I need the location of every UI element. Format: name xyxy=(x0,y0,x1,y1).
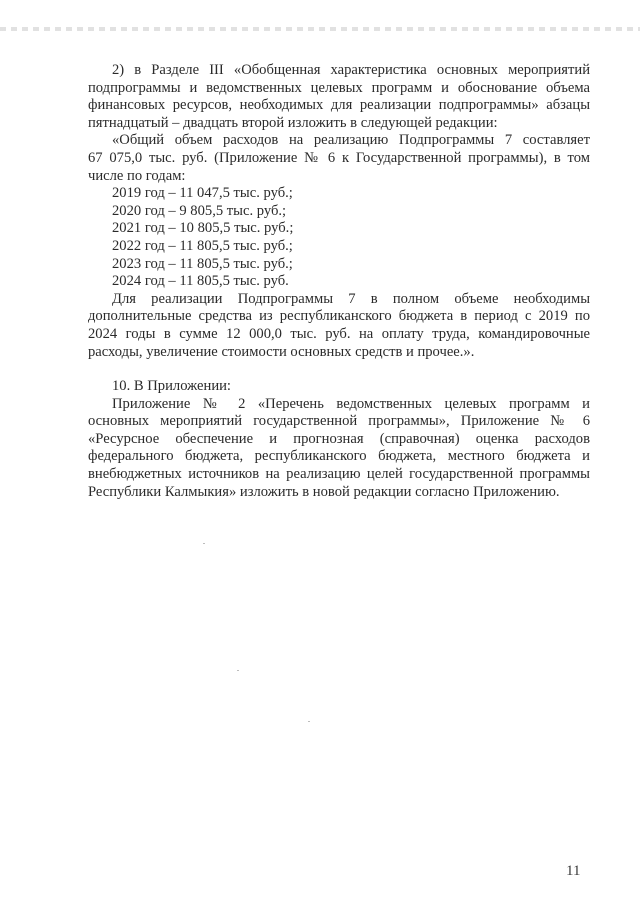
section-10-line-1: Приложение № 2 «Перечень ведомственных целевых программ и xyxy=(112,395,590,412)
funding-line-2: дополнительные средства из республиканского бюджета в период с 2019 по xyxy=(88,308,590,325)
years-list xyxy=(112,185,590,291)
section-2-line-1: 2) в Разделе III «Обобщенная характеристика основных мероприятий xyxy=(112,62,590,78)
section-10-line-4: федерального бюджета, республиканского бюджета, местного бюджета и xyxy=(88,448,590,465)
funding-line-4: расходы, увеличение стоимости основных средств и прочее.». xyxy=(88,343,475,360)
year-item: 2023 год – 11 805,5 тыс. руб.; xyxy=(112,255,293,272)
funding-line-1: Для реализации Подпрограммы 7 в полном объеме необходимы xyxy=(112,290,590,307)
year-item: 2020 год – 9 805,5 тыс. руб.; xyxy=(112,202,287,219)
document-body xyxy=(88,62,590,501)
scan-speck xyxy=(203,543,205,544)
quote-line-2: 67 075,0 тыс. руб. (Приложение № 6 к Государственной программы), в том xyxy=(88,149,590,166)
section-2-line-2: подпрограммы и ведомственных целевых программ и обоснование объема xyxy=(88,79,590,96)
section-10-line-5: внебюджетных источников на реализацию целей государственной программы xyxy=(88,466,590,483)
section-2-line-3: финансовых ресурсов, необходимых для реализации подпрограммы» абзацы xyxy=(88,97,590,114)
scan-speck xyxy=(237,670,239,671)
section-10-line-2: основных мероприятий государственной программы», Приложение № 6 xyxy=(88,413,590,430)
section-2-line-4: пятнадцатый – двадцать второй изложить в следующей редакции: xyxy=(88,114,498,131)
year-item: 2022 год – 11 805,5 тыс. руб.; xyxy=(112,237,293,254)
scan-header-artifact xyxy=(0,27,640,31)
quote-line-3: числе по годам: xyxy=(88,167,186,184)
quote-line-1: «Общий объем расходов на реализацию Подпрограммы 7 составляет xyxy=(112,132,590,149)
section-10-heading: 10. В Приложении: xyxy=(112,378,231,395)
year-item: 2024 год – 11 805,5 тыс. руб. xyxy=(112,273,289,290)
year-item: 2019 год – 11 047,5 тыс. руб.; xyxy=(112,185,293,202)
funding-line-3: 2024 годы в сумме 12 000,0 тыс. руб. на оплату труда, командировочные xyxy=(88,325,590,342)
section-10-line-6: Республики Калмыкия» изложить в новой редакции согласно Приложению. xyxy=(88,483,560,500)
page-number: 11 xyxy=(566,863,581,879)
year-item: 2021 год – 10 805,5 тыс. руб.; xyxy=(112,220,294,237)
scan-speck xyxy=(308,721,310,722)
section-10-line-3: «Ресурсное обеспечение и прогнозная (справочная) оценка расходов xyxy=(88,430,590,447)
